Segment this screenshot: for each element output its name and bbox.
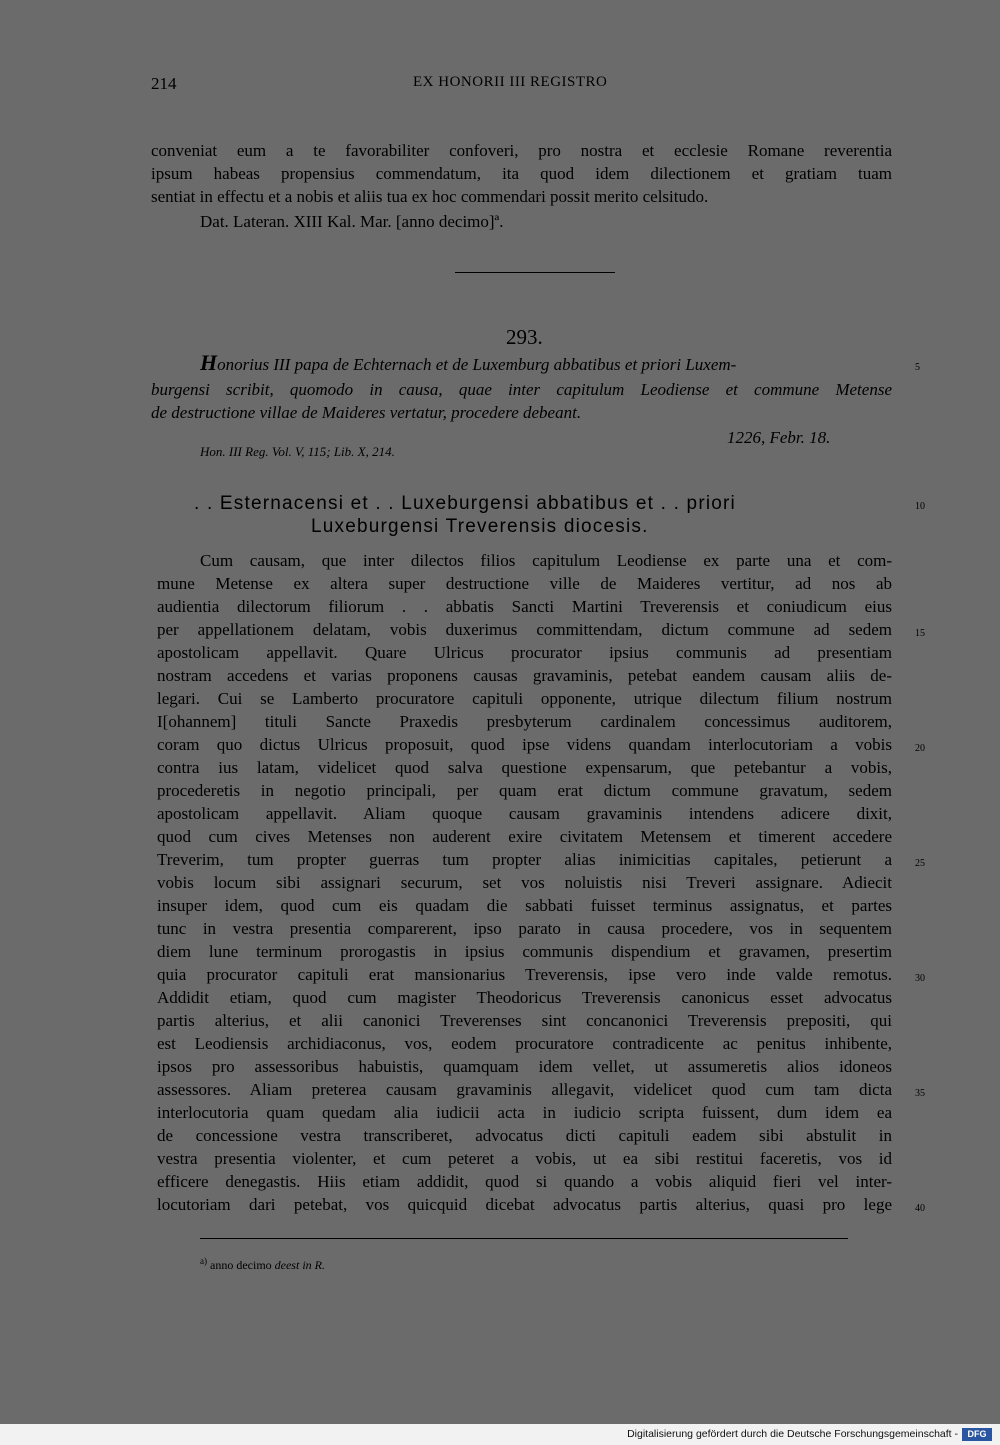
body-line: vobis locum sibi assignari securum, set vos noluistis nisi Treveri assignare. Adiecit	[157, 873, 892, 892]
body-line: interlocutoria quam quedam alia iudicii acta in iudicio scripta fuissent, dum idem ea	[157, 1103, 892, 1122]
margin-line-number: 10	[915, 501, 925, 512]
body-line: assessores. Aliam preterea causam gravaminis allegavit, videlicet quod cum tam dicta	[157, 1080, 892, 1099]
section-separator	[455, 272, 615, 273]
margin-line-number: 40	[915, 1203, 925, 1214]
body-line: Addidit etiam, quod cum magister Theodoricus Treverensis canonicus esset advocatus	[157, 988, 892, 1007]
body-line: contra ius latam, videlicet quod salva questione expensarum, que petebantur a vobis,	[157, 758, 892, 777]
margin-line-number: 25	[915, 858, 925, 869]
body-line: insuper idem, quod cum eis quadam die sabbati fuisset terminus assignatus, et partes	[157, 896, 892, 915]
body-line: apostolicam appellavit. Aliam quoque causam gravaminis intendens adicere dixit,	[157, 804, 892, 823]
summary-line: de destructione villae de Maideres vertatur, procedere debeant.	[151, 403, 582, 422]
body-line: ipsos pro assessoribus habuistis, quamquam idem vellet, ut assumeretis alios idoneos	[157, 1057, 892, 1076]
document-number: 293.	[506, 325, 543, 349]
date-line: Dat. Lateran. XIII Kal. Mar. [anno decimo]ª.	[200, 212, 504, 231]
source-reference: Hon. III Reg. Vol. V, 115; Lib. X, 214.	[200, 444, 395, 459]
footnote-marker: a)	[200, 1256, 207, 1266]
body-line: coram quo dictus Ulricus proposuit, quod ipse videns quandam interlocutoriam a vobis	[157, 735, 892, 754]
body-line: per appellationem delatam, vobis duxerimus committendam, dictum commune ad sedem	[157, 620, 892, 639]
body-line: legari. Cui se Lamberto procuratore capituli opponente, utrique dilectum filium nostrum	[157, 689, 892, 708]
dfg-logo: DFG	[962, 1428, 992, 1441]
page-number: 214	[151, 74, 177, 93]
footnote	[200, 1256, 325, 1273]
text-line: conveniat eum a te favorabiliter confoveri, pro nostra et ecclesie Romane reverentia	[151, 141, 892, 160]
margin-line-number: 30	[915, 973, 925, 984]
body-line: est Leodiensis archidiaconus, vos, eodem procuratore contradicente ac penitus inhibente,	[157, 1034, 892, 1053]
body-line: locutoriam dari petebat, vos quicquid dicebat advocatus partis alterius, quasi pro lege	[157, 1195, 892, 1214]
drop-initial: H	[200, 350, 218, 375]
body-line: diem lune terminum prorogastis in ipsius communis dispendium et gravamen, presertim	[157, 942, 892, 961]
margin-line-number: 5	[915, 362, 920, 373]
text-line: sentiat in effectu et a nobis et aliis tua ex hoc commendari possit merito celsitudo.	[151, 187, 709, 206]
address-line: Luxeburgensi Treverensis diocesis.	[311, 516, 649, 537]
body-line: I[ohannem] tituli Sancte Praxedis presbyterum cardinalem concessimus auditorem,	[157, 712, 892, 731]
body-line: quia procurator capituli erat mansionarius Treverensis, ipse vero inde valde remotus.	[157, 965, 892, 984]
body-line: vestra presentia violenter, et cum peteret a vobis, ut ea sibi restitui faceretis, vos id	[157, 1149, 892, 1168]
margin-line-number: 35	[915, 1088, 925, 1099]
body-line: procederetis in negotio principali, per quam erat dictum commune gravatum, sedem	[157, 781, 892, 800]
body-line: de concessione vestra transcriberet, advocatus dicti capituli eadem sibi abstulit in	[157, 1126, 892, 1145]
footnote-rule	[200, 1238, 848, 1239]
footer-credit: Digitalisierung gefördert durch die Deutsche Forschungsgemeinschaft -	[627, 1428, 958, 1440]
body-line: nostram accedens et varias proponens causas gravaminis, petebat eandem causam aliis de-	[157, 666, 892, 685]
body-line: partis alterius, et alii canonici Treverenses sint concanonici Treverensis prepositi, qui	[157, 1011, 892, 1030]
footnote-text: anno decimo	[210, 1258, 272, 1272]
body-line: audientia dilectorum filiorum . . abbatis Sancti Martini Treverensis et coniudicum eius	[157, 597, 892, 616]
running-head: EX HONORII III REGISTRO	[413, 74, 608, 90]
body-line: efficere denegastis. Hiis etiam addidit, quod si quando a vobis aliquid fieri vel inter-	[157, 1172, 892, 1191]
body-line: tunc in vestra presentia comparerent, ipso parato in causa procedere, vos in sequentem	[157, 919, 892, 938]
margin-line-number: 15	[915, 628, 925, 639]
text-line: ipsum habeas propensius commendatum, ita quod idem dilectionem et gratiam tuam	[151, 164, 892, 183]
document-date: 1226, Febr. 18.	[727, 428, 831, 447]
margin-line-number: 20	[915, 743, 925, 754]
body-line: Treverim, tum propter guerras tum propter alias inimicitias capitales, petierunt a	[157, 850, 892, 869]
body-line: apostolicam appellavit. Quare Ulricus procurator ipsius communis ad presentiam	[157, 643, 892, 662]
body-line: mune Metense ex altera super destructione ville de Maideres vertitur, ad nos ab	[157, 574, 892, 593]
body-line: quod cum cives Metenses non auderent exire civitatem Metensem et timerent accedere	[157, 827, 892, 846]
footnote-text-italic: deest in R.	[274, 1258, 325, 1272]
summary-line: onorius III papa de Echternach et de Luxemburg abbatibus et priori Luxem-	[217, 355, 737, 374]
summary-line: burgensi scribit, quomodo in causa, quae inter capitulum Leodiense et commune Metense	[151, 380, 892, 399]
body-line: Cum causam, que inter dilectos filios capitulum Leodiense ex parte una et com-	[200, 551, 892, 570]
address-line: . . Esternacensi et . . Luxeburgensi abbatibus et . . priori	[194, 493, 736, 514]
